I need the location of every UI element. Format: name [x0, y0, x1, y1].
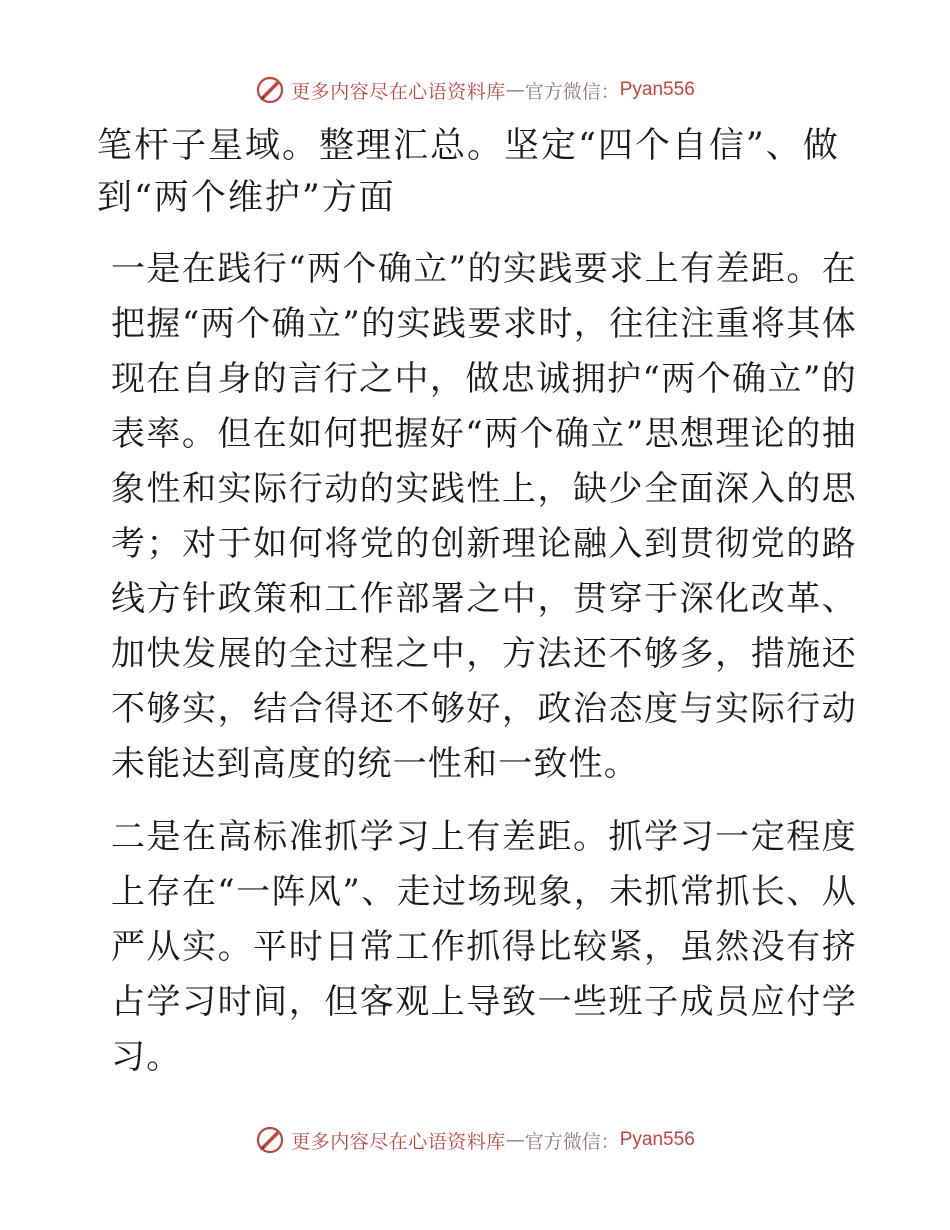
header-watermark [0, 70, 950, 110]
quill-logo-icon [255, 1125, 285, 1155]
watermark-wechat-id: Pyan556 [619, 1129, 695, 1150]
paragraph-1: 一是在践行“两个确立”的实践要求上有差距。在把握“两个确立”的实践要求时，往往注重将其体现在自身的言行之中，做忠诚拥护“两个确立”的表率。但在如何把握好“两个确立”思想理论的抽象性和实际行动的实践性上，缺少全面深入的思考；对于如何将党的创新理论融入到贯彻党的路线方针政策和工作部署之中，贯穿于深化改革、加快发展的全过程之中，方法还不够多，措施还不够实，结合得还不够好，政治态度与实际行动未能达到高度的统一性和一致性。 [111, 249, 857, 784]
document-body [97, 120, 857, 1103]
watermark-separator: — [505, 1129, 525, 1151]
watermark-wechat-label: 官方微信： [524, 1130, 620, 1153]
watermark-site-text: 更多内容尽在心语资料库 [291, 80, 506, 103]
document-title: 笔杆子星域。整理汇总。坚定“四个自信”、做到“两个维护”方面 [97, 126, 840, 218]
watermark-wechat-id: Pyan556 [619, 79, 695, 100]
paragraph-2: 二是在高标准抓学习上有差距。抓学习一定程度上存在“一阵风”、走过场现象，未抓常抓长、从严从实。平时日常工作抓得比较紧，虽然没有挤占学习时间，但客观上导致一些班子成员应付学习。 [111, 817, 857, 1077]
watermark-separator: — [505, 79, 525, 101]
watermark-wechat-label: 官方微信： [524, 80, 620, 103]
watermark-site-text: 更多内容尽在心语资料库 [291, 1130, 506, 1153]
quill-logo-icon [255, 75, 285, 105]
footer-watermark [0, 1120, 950, 1160]
